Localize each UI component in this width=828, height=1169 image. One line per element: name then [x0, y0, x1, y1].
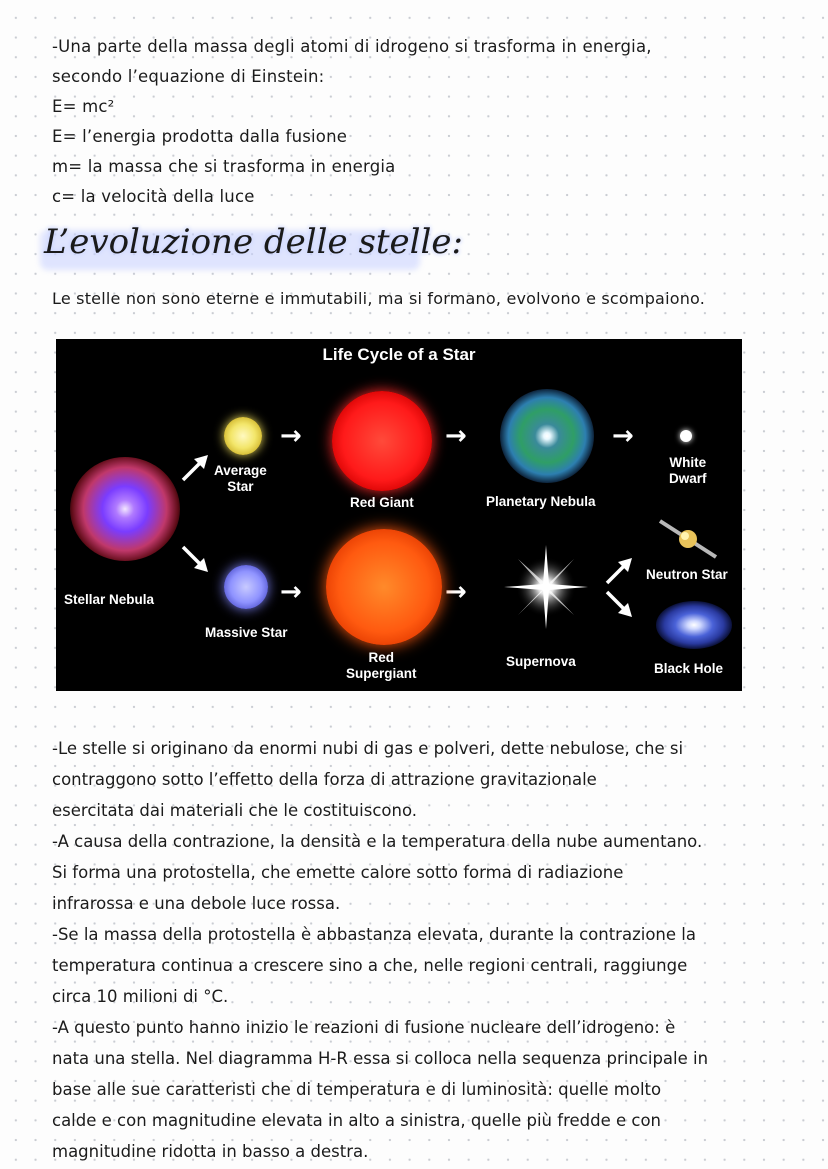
label-red-supergiant-line2: Supergiant: [346, 666, 417, 681]
label-average-star: [214, 463, 267, 495]
red-giant-image: [332, 391, 432, 491]
body-line-12: base alle sue caratteristi che di temperatura e di luminosità: quelle molto: [52, 1080, 662, 1099]
arrow-up-icon: [604, 557, 634, 587]
massive-star-image: [224, 565, 268, 609]
label-white-dwarf: [669, 455, 707, 487]
label-stellar-nebula: Stellar Nebula: [64, 592, 155, 607]
label-neutron-star: Neutron Star: [646, 567, 728, 582]
arrow-down-icon: [180, 544, 210, 574]
label-red-supergiant: [346, 650, 417, 682]
label-red-giant: Red Giant: [350, 495, 414, 510]
label-planetary-nebula: Planetary Nebula: [486, 494, 596, 509]
label-average-star-line1: Average: [214, 463, 267, 478]
body-line-10: -A questo punto hanno inizio le reazioni di fusione nucleare dell’idrogeno: è: [52, 1018, 676, 1037]
body-line-14: magnitudine ridotta in basso a destra.: [52, 1142, 369, 1161]
definition-e: E= l’energia prodotta dalla fusione: [52, 127, 348, 146]
intro-line-2: secondo l’equazione di Einstein:: [52, 67, 325, 86]
stellar-nebula-image: [70, 457, 180, 561]
body-line-3: esercitata dai materiali che le costituiscono.: [52, 801, 417, 820]
red-supergiant-image: [326, 529, 442, 645]
definition-m: m= la massa che si trasforma in energia: [52, 157, 396, 176]
body-line-1: -Le stelle si originano da enormi nubi di gas e polveri, dette nebulose, che si: [52, 739, 684, 758]
body-line-8: temperatura continua a crescere sino a che, nelle regioni centrali, raggiunge: [52, 956, 688, 975]
label-supernova: Supernova: [506, 654, 576, 669]
body-line-7: -Se la massa della protostella è abbastanza elevata, durante la contrazione la: [52, 925, 696, 944]
label-white-dwarf-line1: White: [669, 455, 707, 470]
section-heading: L’evoluzione delle stelle:: [44, 222, 464, 262]
supernova-image: [504, 545, 588, 629]
arrow-right-icon: →: [612, 421, 634, 451]
neutron-star-image: [658, 517, 718, 561]
body-line-5: Si forma una protostella, che emette calore sotto forma di radiazione: [52, 863, 624, 882]
arrow-right-icon: →: [280, 421, 302, 451]
body-line-11: nata una stella. Nel diagramma H-R essa si colloca nella sequenza principale in: [52, 1049, 709, 1068]
label-massive-star: Massive Star: [205, 625, 288, 640]
body-line-9: circa 10 milioni di °C.: [52, 987, 229, 1006]
arrow-down-icon: [604, 589, 634, 619]
white-dwarf-image: [680, 430, 692, 442]
arrow-up-icon: [180, 454, 210, 484]
arrow-right-icon: →: [280, 577, 302, 607]
intro-line-1: -Una parte della massa degli atomi di idrogeno si trasforma in energia,: [52, 37, 652, 56]
label-average-star-line2: Star: [227, 479, 254, 494]
section-subtitle: Le stelle non sono eterne e immutabili, ma si formano, evolvono e scompaiono.: [52, 289, 706, 308]
body-line-6: infrarossa e una debole luce rossa.: [52, 894, 341, 913]
label-black-hole: Black Hole: [654, 661, 724, 676]
definition-c: c= la velocità della luce: [52, 187, 255, 206]
body-line-4: -A causa della contrazione, la densità e la temperatura della nube aumentano.: [52, 832, 703, 851]
body-line-2: contraggono sotto l’effetto della forza di attrazione gravitazionale: [52, 770, 597, 789]
arrow-right-icon: →: [445, 577, 467, 607]
arrow-right-icon: →: [445, 421, 467, 451]
label-white-dwarf-line2: Dwarf: [669, 471, 707, 486]
life-cycle-diagram: [56, 339, 742, 691]
black-hole-image: [656, 601, 732, 649]
average-star-image: [224, 417, 262, 455]
diagram-title: Life Cycle of a Star: [322, 345, 476, 364]
equation-line: E= mc²: [52, 97, 115, 116]
label-red-supergiant-line1: Red: [368, 650, 395, 665]
planetary-nebula-image: [500, 389, 594, 483]
body-line-13: calde e con magnitudine elevata in alto a sinistra, quelle più fredde e con: [52, 1111, 662, 1130]
